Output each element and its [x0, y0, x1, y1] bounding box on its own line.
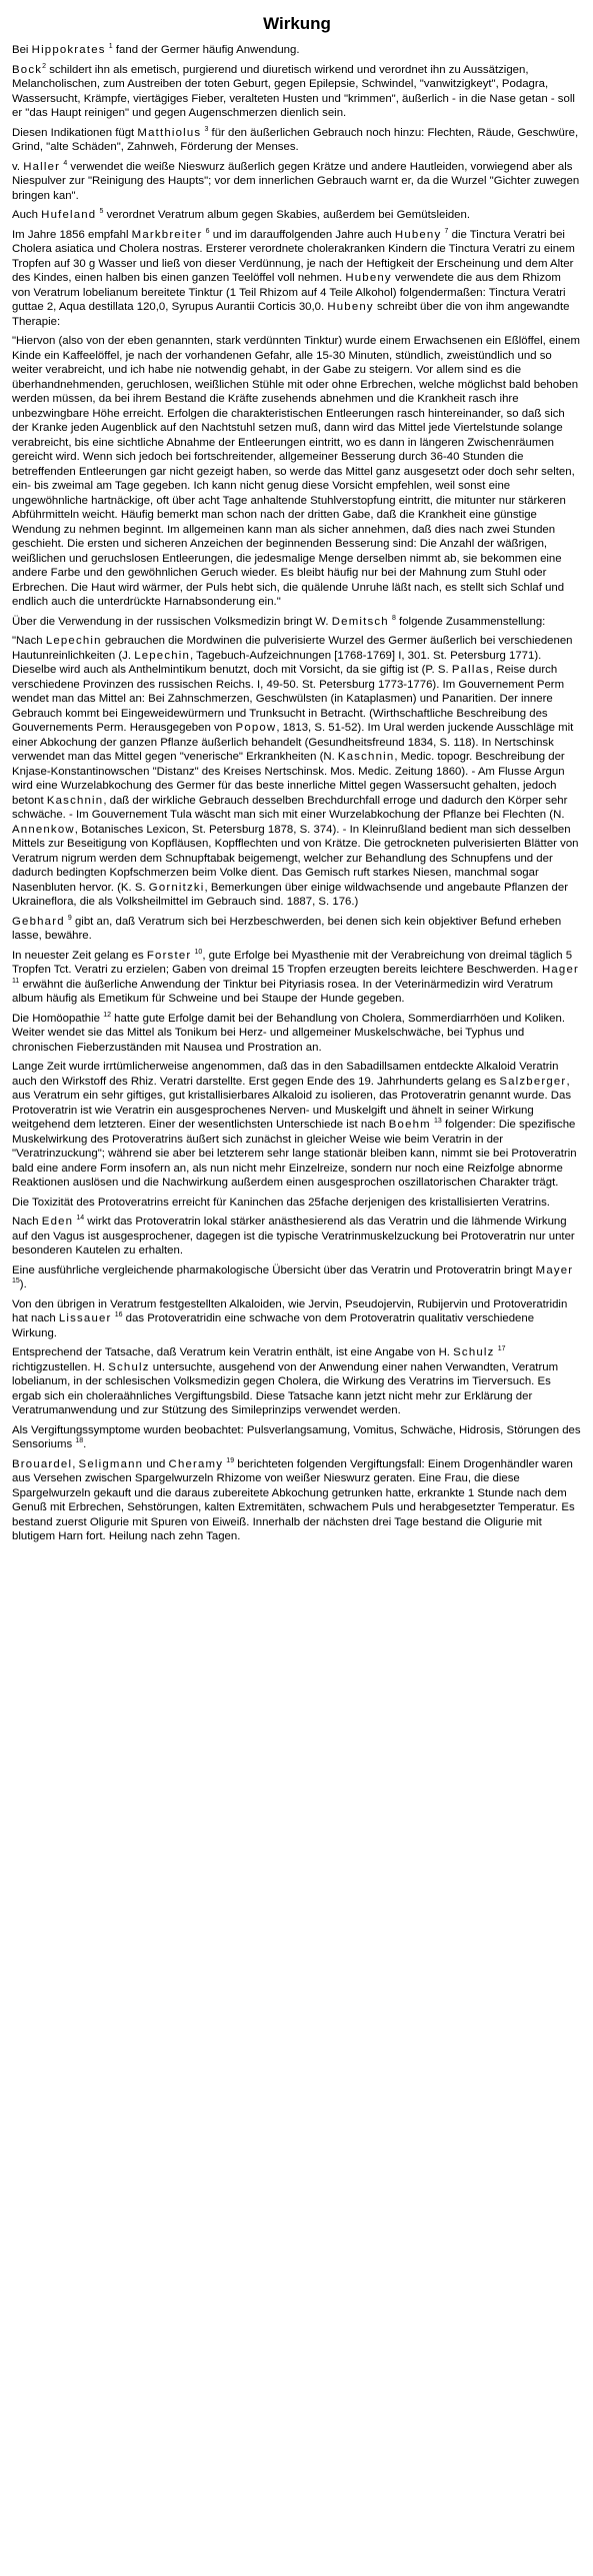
paragraph	[12, 1196, 582, 1211]
text-run: In neuester Zeit gelang es	[12, 949, 147, 962]
author-name: Annenkow	[12, 823, 75, 836]
text-run: berichteten folgenden Vergiftungsfall: Einem Drogenhändler waren aus Versehen zwischen Spargelwurzeln Rhizome von weißer Nieswurz geraten. Eine Frau, die diese Spargelwurzeln gekauft und die daraus zubereitete Abkochung getrunken hatte, erkrankte 1 Stunde nach dem Genuß mit Erbrechen, Sehstörungen, kalten Extremitäten, schwachem Puls und herabgesetzter Temperatur. Es bestand zuerst Oligurie mit Spuren von Eiweiß. Innerhalb der nächsten drei Tage bestand die Oligurie mit blutigem Harn fort. Heilung nach zehn Tagen.	[12, 1457, 575, 1542]
footnote-marker: 1	[108, 43, 113, 51]
document-body	[12, 43, 582, 1544]
text-run: , daß der wirkliche Gebrauch desselben Brechdurchfall erroge und dadurch den Körper sehr schwäche. - Im Gouvernement Tula wäscht man sich mit einer Wurzelabkochung der Pflanze bei Flechten (N.	[12, 794, 568, 821]
footnote-marker: 14	[76, 1215, 85, 1223]
text-run: , Reise durch verschiedene Provinzen des russischen Reichs. I, 49-50. St. Petersburg 1773-1776). Im Gouvernement Perm wendet man das Mittel an: Bei Zahnschmerzen, Geschwülsten (in Kataplasmen) und Panaritien. Der innere Gebrauch kommt bei Eingeweidewürmern und Trunksucht in Betracht. (Wirthschaftliche Beschreibung des Gouvernements Perm. Herausgegeben von	[12, 664, 565, 734]
text-run: Die Toxizität des Protoveratrins erreicht für Kaninchen das 25fache derjenigen des kristallisierten Veratrins.	[12, 1196, 550, 1209]
author-name: Hufeland	[41, 209, 97, 221]
author-name: Forster	[146, 949, 192, 962]
text-run: ,	[72, 1457, 79, 1470]
text-run: , aus Veratrum ein sehr giftiges, gut kristallisierbares Alkaloid zu isolieren, das Protoveratrin genannt wurde. Das Protoveratrin ist wie Veratrin ein ausgesprochenes Nerven- und Muskelgift und ähnelt in seiner Wirkung weitgehend dem letzteren. Einer der wesentlichsten Unterschiede ist nach	[12, 1075, 572, 1131]
author-name: Mayer	[535, 1264, 574, 1277]
author-name: Hager	[541, 964, 579, 976]
author-name: Hubeny	[327, 301, 374, 313]
text-run: folgende Zusammenstellung:	[395, 615, 546, 628]
author-name: Boehm	[388, 1119, 431, 1131]
paragraph	[12, 160, 582, 204]
author-name: Lepechin	[134, 649, 191, 662]
text-run: gibt an, daß Veratrum sich bei Herzbeschwerden, bei denen sich kein objektiver Befund erheben lasse, bewähre.	[12, 915, 562, 942]
text-run: Auch	[12, 209, 42, 221]
text-run: v.	[12, 160, 24, 173]
paragraph	[12, 208, 582, 223]
text-run: "Nach	[12, 635, 46, 647]
footnote-marker: 19	[226, 1456, 235, 1464]
text-run: das Protoveratridin eine schwache von dem Protoveratrin qualitativ verschiedene Wirkung.	[12, 1312, 535, 1339]
text-run: richtigzustellen. H.	[12, 1360, 109, 1373]
author-name: Brouardel	[12, 1457, 73, 1470]
text-run: wirkt das Protoveratrin lokal stärker anästhesierend als das Veratrin und die lähmende Wirkung auf den Vagus ist ausgesprochener, dagegen ist die typische Veratrinmuskelzuckung bei Protoveratrin nur unter besonderen Kautelen zu erhalten.	[12, 1216, 575, 1257]
author-name: Haller	[23, 160, 61, 173]
text-run: Lange Zeit wurde irrtümlicherweise angenommen, daß das in den Sabadillsamen entdeckte Alkaloid Veratrin auch den Wirkstoff des Rhiz. Veratri darstellte. Erst gegen Ende des 19. Jahrhunderts gelang es	[12, 1061, 559, 1088]
footnote-marker: 3	[204, 125, 209, 133]
author-name: Eden	[41, 1216, 74, 1228]
author-name: Bock	[12, 63, 43, 76]
text-run: Als Vergiftungssymptome wurden beobachtet: Pulsverlangsamung, Vomitus, Schwäche, Hidrosis, Störungen des Sensoriums	[12, 1423, 581, 1450]
paragraph	[12, 949, 582, 1007]
author-name: Gebhard	[12, 915, 65, 928]
text-run: und im darauffolgenden Jahre auch	[209, 228, 395, 241]
text-run: Über die Verwendung in der russischen Volksmedizin bringt W.	[12, 615, 332, 628]
document-page	[12, 14, 582, 1544]
footnote-marker: 4	[63, 159, 68, 167]
author-name: Pallas	[451, 664, 491, 676]
paragraph	[12, 1297, 582, 1341]
footnote-marker: 13	[434, 1118, 442, 1126]
text-run: .	[83, 1438, 87, 1450]
footnote-marker: 9	[67, 914, 72, 922]
author-name: Demitsch	[331, 615, 389, 628]
text-run: Bei	[12, 44, 32, 56]
footnote-marker: 15	[12, 1278, 20, 1286]
paragraph	[12, 334, 582, 610]
footnote-marker: 5	[99, 208, 104, 216]
paragraph	[12, 1060, 582, 1191]
paragraph	[12, 1264, 582, 1292]
footnote-marker: 12	[103, 1011, 111, 1019]
footnote-marker: 2	[42, 62, 47, 70]
text-run: verordnet Veratrum album gegen Skabies, außerdem bei Gemütsleiden.	[103, 209, 471, 221]
paragraph	[12, 615, 582, 630]
text-run: Von den übrigen in Veratrum festgestellten Alkaloiden, wie Jervin, Pseudojervin, Rubijervin und Protoveratridin hat nach	[12, 1297, 568, 1324]
text-run: fand der Germer häufig Anwendung.	[112, 44, 300, 56]
paragraph	[12, 1345, 582, 1418]
author-name: Markbreiter	[131, 228, 203, 241]
text-run: ).	[19, 1279, 27, 1290]
author-name: Matthiolus	[137, 126, 202, 139]
author-name: Gornitzki	[148, 881, 205, 894]
author-name: Hippokrates	[31, 44, 106, 56]
paragraph	[12, 126, 582, 155]
text-run: , Botanisches Lexicon, St. Petersburg 1878, S. 374). - In Kleinrußland bedient man sich desselben Mittels zur Beseitigung von Kopfläusen, Kopfflechten und von Krätze. Die getrockneten pulverisierten Blätter von Veratrum nigrum werden dem Schnupftabak beigemengt, welcher zur Behandlung des Schnupfens und der dadurch bedingten Kopfschmerzen beim Volke dient. Das Gemisch ruft starkes Niesen, manchmal sogar Nasenbluten hervor. (K. S.	[12, 823, 579, 894]
text-run: Eine ausführliche vergleichende pharmakologische Übersicht über das Veratrin und Protoveratrin bringt	[12, 1264, 536, 1277]
text-run: verwendete die aus dem Rhizom von Veratrum lobelianum bereitete Tinktur (1 Teil Rhizom auf 4 Teile Alkohol) folgendermaßen: Tinctura Veratri guttae 2, Aqua destillata 120,0, Syrupus Aurantii Corticis 30,0.	[12, 272, 566, 313]
footnote-marker: 16	[114, 1311, 123, 1319]
page-title: Wirkung	[263, 14, 331, 33]
paragraph	[12, 1457, 582, 1544]
text-run: , Medic. topogr. Beschreibung der Knjase-Konstantinowschen "Distanz" des Kreises Nertschinsk. Mos. Medic. Zeitung 1860). - Am Flusse Argun wird eine Wurzelabkochung des Germer für das beste innerliche Mittel gegen Wassersucht gehalten, jedoch betont	[12, 751, 565, 807]
author-name: Lissauer	[58, 1312, 112, 1324]
paragraph	[12, 63, 582, 121]
text-run: für den äußerlichen Gebrauch noch hinzu: Flechten, Räude, Geschwüre, Grind, "alte Schäden", Zahnweh, Förderung der Menses.	[12, 126, 579, 153]
author-name: Kaschnin	[337, 751, 395, 763]
paragraph	[12, 1215, 582, 1259]
text-run: Die Homöopathie	[12, 1012, 104, 1025]
text-run: verwendet die weiße Nieswurz äußerlich gegen Krätze und andere Hautleiden, vorwiegend aber als Niespulver zur "Reinigung des Haupts"; vor dem innerlichen Gebrauch warnt er, da die Wurzel "Gichter zuwegen bringen kan".	[12, 160, 580, 202]
author-name: Salzberger	[499, 1075, 567, 1088]
author-name: Kaschnin	[46, 794, 104, 807]
text-run: gebrauchen die Mordwinen die pulverisierte Wurzel des Germer äußerlich bei verschiedenen Hautunreinlichkeiten (J.	[12, 635, 573, 662]
author-name: Lepechin	[45, 635, 102, 647]
text-run: erwähnt die äußerliche Anwendung der Tinktur bei Pityriasis rosea. In der Veterinärmedizin wird Veratrum album häufig als Emetikum für Schweine und bei Staupe der Hunde gegeben.	[12, 978, 554, 1005]
text-run: und	[143, 1457, 169, 1470]
author-name: Popow	[235, 722, 277, 734]
author-name: Schulz	[453, 1346, 495, 1358]
text-run: Im Jahre 1856 empfahl	[12, 228, 132, 241]
footnote-marker: 17	[497, 1345, 506, 1353]
author-name: Hubeny	[345, 272, 392, 284]
paragraph	[12, 634, 582, 910]
footnote-marker: 10	[194, 948, 203, 956]
footnote-marker: 8	[391, 614, 396, 622]
paragraph	[12, 43, 582, 58]
text-run: die Tinctura Veratri bei Cholera asiatica und Cholera nostras. Ersterer verordnete cholerakranken Kindern die Tinctura Veratri zu einem Tropfen auf 30 g Wasser und ließ von dieser Verdünnung, je nach der Heftigkeit der Erscheinung und dem Alter des Kindes, einen halben bis einen ganzen Teelöffel voll nehmen.	[12, 228, 575, 284]
author-name: Schulz	[108, 1360, 150, 1373]
text-run: "Hiervon (also von der eben genannten, stark verdünnten Tinktur) wurde einem Erwachsenen ein Eßlöffel, einem Kinde ein Kaffeelöffel, je nach der vorhandenen Gefahr, alle 15-30 Minuten, stündlich, zweistündlich und so weiter verabreicht, und ich habe nie notwendig gehabt, in der Gabe zu steigern. Vor allem sind es die überhandnehmenden, geruchlosen, weißlichen Stühle mit oder ohne Erbrechen, welche möglichst bald behoben werden müssen, da bei ihrem Bestand die Kräfte zusehends abnehmen und die Krankheit rasch ihre unbezwingbare Höhe erreicht. Erfolgen die charakteristischen Entleerungen rasch hintereinander, so daß sich der Kranke jeden Augenblick auf den Nachtstuhl setzen muß, dann wird das Mittel jede Viertelstunde solange verabreicht, bis eine sichtliche Abnahme der Entleerungen eintritt, wo es dann in längeren Zwischenräumen gereicht wird. Wenn sich jedoch bei fortschreitender, allgemeiner Besserung durch 36-40 Stunden die betreffenden Entleerungen gar nicht gezeigt haben, so werde das Mittel ganz ausgesetzt oder doch sehr selten, ein- bis zweimal am Tage gegeben. Ich kann nicht genug diese Vorsicht empfehlen, weil sonst eine ungewöhnliche hartnäckige, oft über acht Tage anhaltende Stuhlverstopfung eintritt, die mitunter nur stärkeren Abführmitteln weicht. Häufig bemerkt man schon nach der dritten Gabe, daß die Krankheit eine günstige Wendung zu nehmen beginnt. Im allgemeinen kann man als sicher annehmen, daß dies nach zwei Stunden geschieht. Die ersten und sicheren Anzeichen der beginnenden Besserung sind: Die Anzahl der wäßrigen, weißlichen und geruchslosen Entleerungen, die jedesmalige Menge derselben nimmt ab, sie bekommen eine andere Farbe und den gewöhnlichen Geruch wieder. Es bleibt häufig nur bei der Mahnung zum Stuhl oder Erbrechen. Die Haut wird wärmer, der Puls hebt sich, die quälende Unruhe läßt nach, es stellt sich Schlaf und endlich auch die unterdrückte Harnabsonderung ein."	[12, 335, 580, 608]
text-run: schildert ihn als emetisch, purgierend und diuretisch wirkend und verordnet ihn zu Aussätzigen, Melancholischen, zum Austreiben der toten Geburt, gegen Epilepsie, Schwindel, "vanwitzigkeyt", Podagra, Wassersucht, Krämpfe, viertägiges Fieber, veralteten Husten und "krimmen", äußerlich - in die Nase getan - soll er "das Haupt reinigen" und gegen Augenschmerzen dienlich sein.	[12, 63, 575, 119]
author-name: Cheramy	[168, 1457, 224, 1470]
text-run: , Bemerkungen über einige wildwachsende und angebaute Pflanzen der Ukraineflora, die als Volksheilmittel im Gebrauch sind. 1887, S. 176.)	[12, 881, 569, 908]
text-run: folgender: Die spezifische Muskelwirkung des Protoveratrins äußert sich zunächst in gleicher Weise wie beim Veratrin in der "Veratrinzuckung"; während sie aber bei letzterem sehr lange stationär bleiben kann, nimmt sie bei Protoveratrin bald eine andere Form insofern an, als nun nicht mehr Einzelreize, sondern nur noch eine Reizfolge abnorme Reaktionen auslösen und die Nachwirkung außerdem einen ausgesprochen oszillatorischen Charakter trägt.	[12, 1119, 577, 1189]
text-run: schreibt über die von ihm angewandte Therapie:	[12, 301, 570, 328]
text-run: , gute Erfolge bei Myasthenie mit der Verabreichung von dreimal täglich 5 Tropfen Tct. Veratri zu erzielen; Gaben von dreimal 15 Tropfen erzeugten bereits leichtere Beschwerden.	[12, 949, 573, 976]
author-name: Seligmann	[78, 1457, 144, 1470]
paragraph	[12, 228, 582, 330]
text-run: hatte gute Erfolge damit bei der Behandlung von Cholera, Sommerdiarrhöen und Koliken. Weiter wendet sie das Mittel als Tonikum bei Herz- und allgemeiner Muskelschwäche, bei Typhus und chronischen Fieberzuständen mit Nausea und Prostration an.	[12, 1012, 565, 1054]
footnote-marker: 11	[12, 977, 20, 985]
text-run: Nach	[12, 1216, 42, 1228]
footnote-marker: 18	[75, 1437, 84, 1445]
text-run: untersuchte, ausgehend von der Anwendung einer nahen Verwandten, Veratrum lobelianum, in der schlesischen Volksmedizin gegen Cholera, die Wirkung des Veratrins im Tierversuch. Es ergab sich ein choleraähnliches Vergiftungsbild. Diese Tatsache kann jetzt nicht mehr zur Erklärung der Veratrumanwendung und zur Stützung des Simileprinzips verwendet werden.	[12, 1360, 559, 1416]
footnote-marker: 6	[205, 227, 210, 235]
text-run: Entsprechend der Tatsache, daß Veratrum kein Veratrin enthält, ist eine Angabe von H.	[12, 1346, 454, 1358]
paragraph	[12, 1012, 582, 1056]
footnote-marker: 7	[444, 227, 449, 235]
text-run: , Tagebuch-Aufzeichnungen [1768-1769] I, 301. St. Petersburg 1771). Dieselbe wird auch als Anthelmintikum benutzt, doch mit Vorsicht, da sie giftig ist (P. S.	[12, 649, 542, 676]
text-run: Diesen Indikationen fügt	[12, 126, 138, 139]
author-name: Hubeny	[394, 228, 442, 241]
paragraph	[12, 915, 582, 944]
paragraph	[12, 1423, 582, 1452]
text-run: , 1813, S. 51-52). Im Ural werden juckende Ausschläge mit einer Abkochung der ganzen Pflanze äußerlich behandelt (Gesundheitsfreund 1834, S. 118). In Nertschinsk verwendet man das Mittel gegen "venerische" Erkrankheiten (N.	[12, 722, 574, 763]
